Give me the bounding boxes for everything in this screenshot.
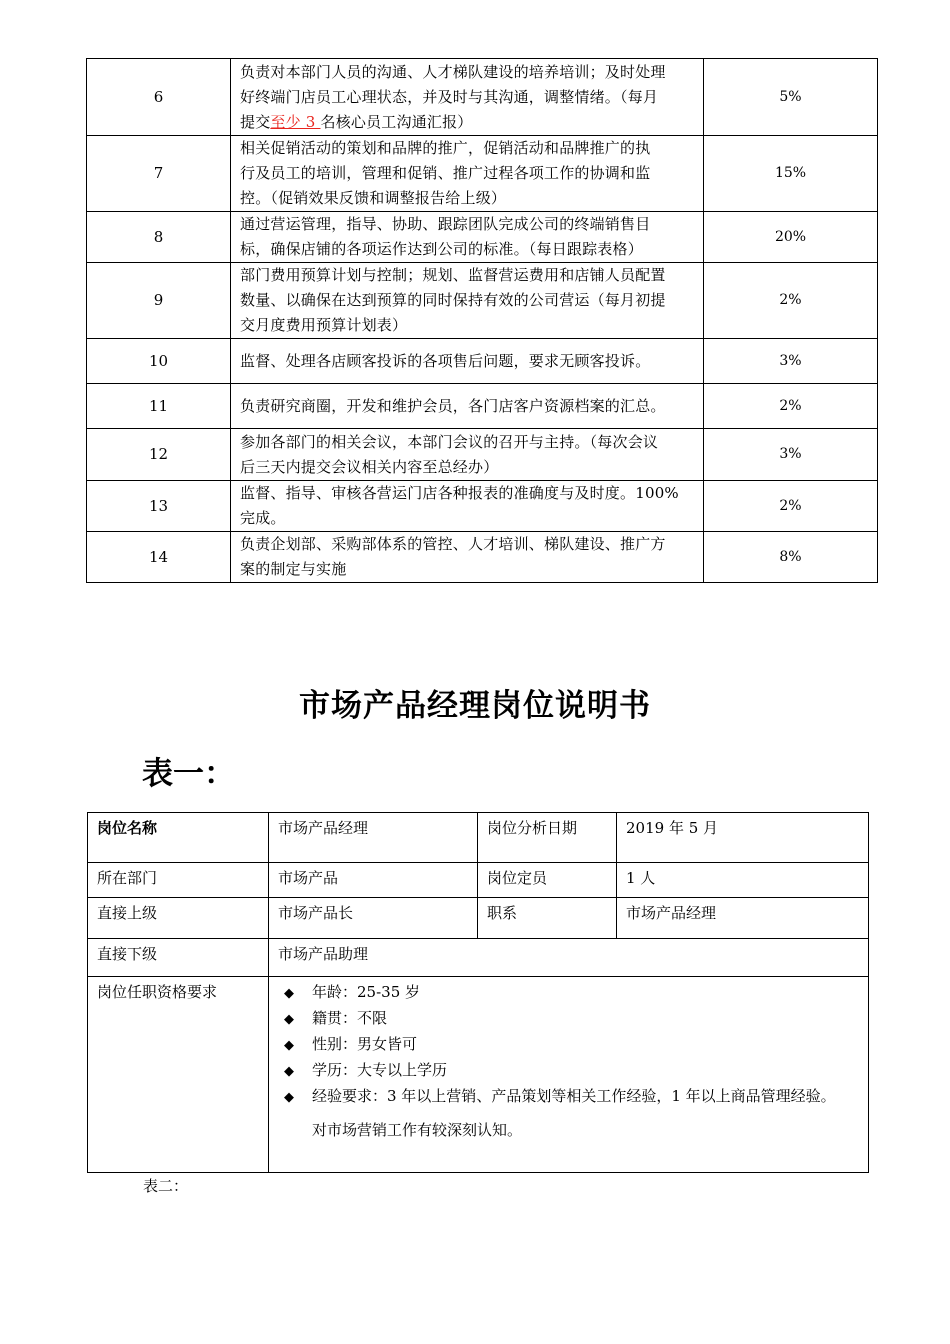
requirements-note: 对市场营销工作有较深刻认知。: [312, 1121, 523, 1139]
post-name-value: 市场产品经理: [269, 813, 478, 863]
diamond-bullet-icon: ◆: [284, 1038, 294, 1053]
table-row: [87, 136, 878, 212]
table-row: [87, 429, 878, 481]
row-description: 通过营运管理，指导、协助、跟踪团队完成公司的终端销售目 标，确保店铺的各项运作达到公司的标准。（每日跟踪表格）: [231, 212, 704, 263]
list-item: ◆ 籍贯：不限: [278, 1006, 860, 1032]
table-row: [88, 863, 869, 898]
list-item: ◆ 经验要求：3 年以上营销、产品策划等相关工作经验，1 年以上商品管理经验。: [278, 1084, 860, 1110]
row-weight: 3%: [704, 429, 878, 481]
row-number: 9: [87, 263, 231, 339]
duty-table: [86, 58, 878, 583]
requirements-cell: [269, 977, 869, 1173]
row-weight: 2%: [704, 481, 878, 532]
row-number: 12: [87, 429, 231, 481]
table-row: [87, 263, 878, 339]
table-one-heading: 表一：: [142, 756, 235, 792]
table-row: [87, 339, 878, 384]
row-number: 14: [87, 532, 231, 583]
table-row: [88, 977, 869, 1173]
row-number: 6: [87, 59, 231, 136]
row-number: 11: [87, 384, 231, 429]
list-item: ◆ 学历：大专以上学历: [278, 1058, 860, 1084]
page-title: 市场产品经理岗位说明书: [299, 688, 651, 724]
highlight-text: 至少 3: [270, 112, 321, 131]
diamond-bullet-icon: ◆: [284, 1090, 294, 1105]
table-row: [87, 532, 878, 583]
table-row: [87, 384, 878, 429]
table-row: [87, 212, 878, 263]
row-description: 监督、处理各店顾客投诉的各项售后问题，要求无顾客投诉。: [231, 339, 704, 384]
row-number: 13: [87, 481, 231, 532]
table-row: [88, 813, 869, 863]
table-row: [87, 481, 878, 532]
table-row: [87, 59, 878, 136]
row-description: 负责对本部门人员的沟通、人才梯队建设的培养培训；及时处理 好终端门店员工心理状态，并及时与其沟通，调整情绪。（每月 提交至少 3 名核心员工沟通汇报）: [231, 59, 704, 136]
analysis-date-value: 2019 年 5 月: [617, 813, 869, 863]
post-name-label: 岗位名称: [88, 813, 269, 863]
diamond-bullet-icon: ◆: [284, 1064, 294, 1079]
list-item: ◆ 年龄：25-35 岁: [278, 980, 860, 1006]
row-weight: 15%: [704, 136, 878, 212]
requirements-label: 岗位任职资格要求: [88, 977, 269, 1173]
table-two-heading: 表二：: [143, 1177, 189, 1195]
diamond-bullet-icon: ◆: [284, 1012, 294, 1027]
row-weight: 3%: [704, 339, 878, 384]
row-number: 7: [87, 136, 231, 212]
series-value: 市场产品经理: [617, 898, 869, 939]
subordinate-value: 市场产品助理: [269, 939, 869, 977]
row-number: 10: [87, 339, 231, 384]
row-description: 参加各部门的相关会议，本部门会议的召开与主持。（每次会议 后三天内提交会议相关内容至总经办）: [231, 429, 704, 481]
superior-value: 市场产品长: [269, 898, 478, 939]
row-description: 负责研究商圈，开发和维护会员，各门店客户资源档案的汇总。: [231, 384, 704, 429]
row-description: 监督、指导、审核各营运门店各种报表的准确度与及时度。100% 完成。: [231, 481, 704, 532]
row-weight: 2%: [704, 384, 878, 429]
row-number: 8: [87, 212, 231, 263]
dept-label: 所在部门: [88, 863, 269, 898]
row-description: 部门费用预算计划与控制；规划、监督营运费用和店铺人员配置 数量、以确保在达到预算的同时保持有效的公司营运（每月初提 交月度费用预算计划表）: [231, 263, 704, 339]
requirements-list: [278, 980, 860, 1110]
series-label: 职系: [478, 898, 617, 939]
table-row: [88, 939, 869, 977]
table-row: [88, 898, 869, 939]
row-weight: 20%: [704, 212, 878, 263]
analysis-date-label: 岗位分析日期: [478, 813, 617, 863]
row-weight: 5%: [704, 59, 878, 136]
dept-value: 市场产品: [269, 863, 478, 898]
row-weight: 8%: [704, 532, 878, 583]
row-description: 负责企划部、采购部体系的管控、人才培训、梯队建设、推广方 案的制定与实施: [231, 532, 704, 583]
subordinate-label: 直接下级: [88, 939, 269, 977]
headcount-label: 岗位定员: [478, 863, 617, 898]
diamond-bullet-icon: ◆: [284, 986, 294, 1001]
row-weight: 2%: [704, 263, 878, 339]
position-info-table: [87, 812, 869, 1173]
headcount-value: 1 人: [617, 863, 869, 898]
row-description: 相关促销活动的策划和品牌的推广，促销活动和品牌推广的执 行及员工的培训，管理和促销、推广过程各项工作的协调和监 控。（促销效果反馈和调整报告给上级）: [231, 136, 704, 212]
superior-label: 直接上级: [88, 898, 269, 939]
list-item: ◆ 性别：男女皆可: [278, 1032, 860, 1058]
